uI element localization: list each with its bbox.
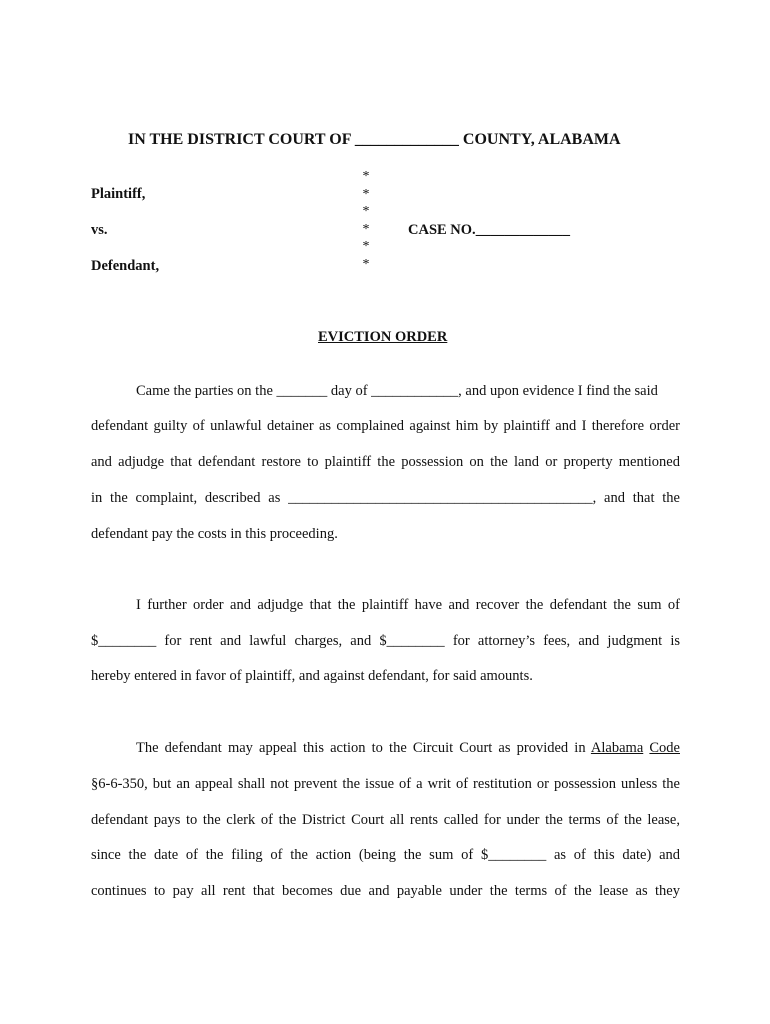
rent-due-blank: $________ (480, 847, 547, 863)
text-segment: as of this date) and (553, 847, 681, 863)
court-heading-prefix: IN THE DISTRICT COURT OF (128, 131, 351, 148)
text-segment: The defendant may appeal this action to the Circuit Court as provided in (136, 740, 586, 756)
text-segment: day of (330, 383, 368, 399)
attorney-fees-blank: $________ (379, 633, 445, 649)
text-segment: , and upon evidence I find the said (458, 383, 658, 399)
paragraph-2-line-1: I further order and adjudge that the plaintiff have and recover the defendant the sum of (136, 597, 680, 613)
text-segment: for attorney’s fees, and judgment is (452, 633, 681, 649)
defendant-label: Defendant, (91, 258, 160, 274)
text-segment: since the date of the filing of the action (being the sum of (91, 847, 474, 863)
vs-label: vs. (91, 222, 108, 238)
paragraph-3-line-4 (91, 847, 680, 864)
paragraph-3-line-1 (136, 740, 680, 757)
document-title: EVICTION ORDER (318, 329, 448, 345)
property-description-blank: __________________________________________ (288, 490, 593, 506)
day-blank: _______ (276, 383, 328, 399)
text-segment: in the complaint, described as (91, 490, 281, 506)
county-blank: _____________ (354, 131, 459, 148)
alabama-link[interactable]: Alabama (590, 740, 644, 756)
case-number (408, 222, 570, 239)
text-segment: Came the parties on the (136, 383, 273, 399)
paragraph-3-line-3: defendant pays to the clerk of the District Court all rents called for under the terms of the lease, (91, 812, 680, 828)
month-blank: ____________ (371, 383, 459, 399)
paragraph-1-line-3: and adjudge that defendant restore to plaintiff the possession on the land or property mentioned (91, 454, 680, 470)
paragraph-1-line-5: defendant pay the costs in this proceeding. (91, 526, 338, 542)
text-segment: for rent and lawful charges, and (164, 633, 372, 649)
paragraph-2-line-3: hereby entered in favor of plaintiff, and against defendant, for said amounts. (91, 668, 533, 684)
rent-amount-blank: $________ (91, 633, 157, 649)
case-number-label: CASE NO. (408, 222, 476, 238)
court-heading-suffix: COUNTY, ALABAMA (462, 131, 621, 148)
plaintiff-label: Plaintiff, (91, 186, 146, 202)
paragraph-3-line-2: §6-6-350, but an appeal shall not prevent the issue of a writ of restitution or possession unless the (91, 776, 680, 792)
paragraph-1-line-1 (136, 383, 680, 400)
court-heading (128, 131, 621, 149)
caption-separator: * * * * * * (362, 169, 370, 272)
paragraph-1-line-2: defendant guilty of unlawful detainer as complained against him by plaintiff and I therefore order (91, 418, 680, 434)
code-link[interactable]: Code (649, 740, 680, 756)
paragraph-3-line-5: continues to pay all rent that becomes due and payable under the terms of the lease as they (91, 883, 680, 899)
case-number-blank: _____________ (475, 222, 570, 238)
paragraph-2-line-2 (91, 633, 680, 650)
text-segment: , and that the (592, 490, 680, 506)
paragraph-1-line-4 (91, 490, 680, 507)
